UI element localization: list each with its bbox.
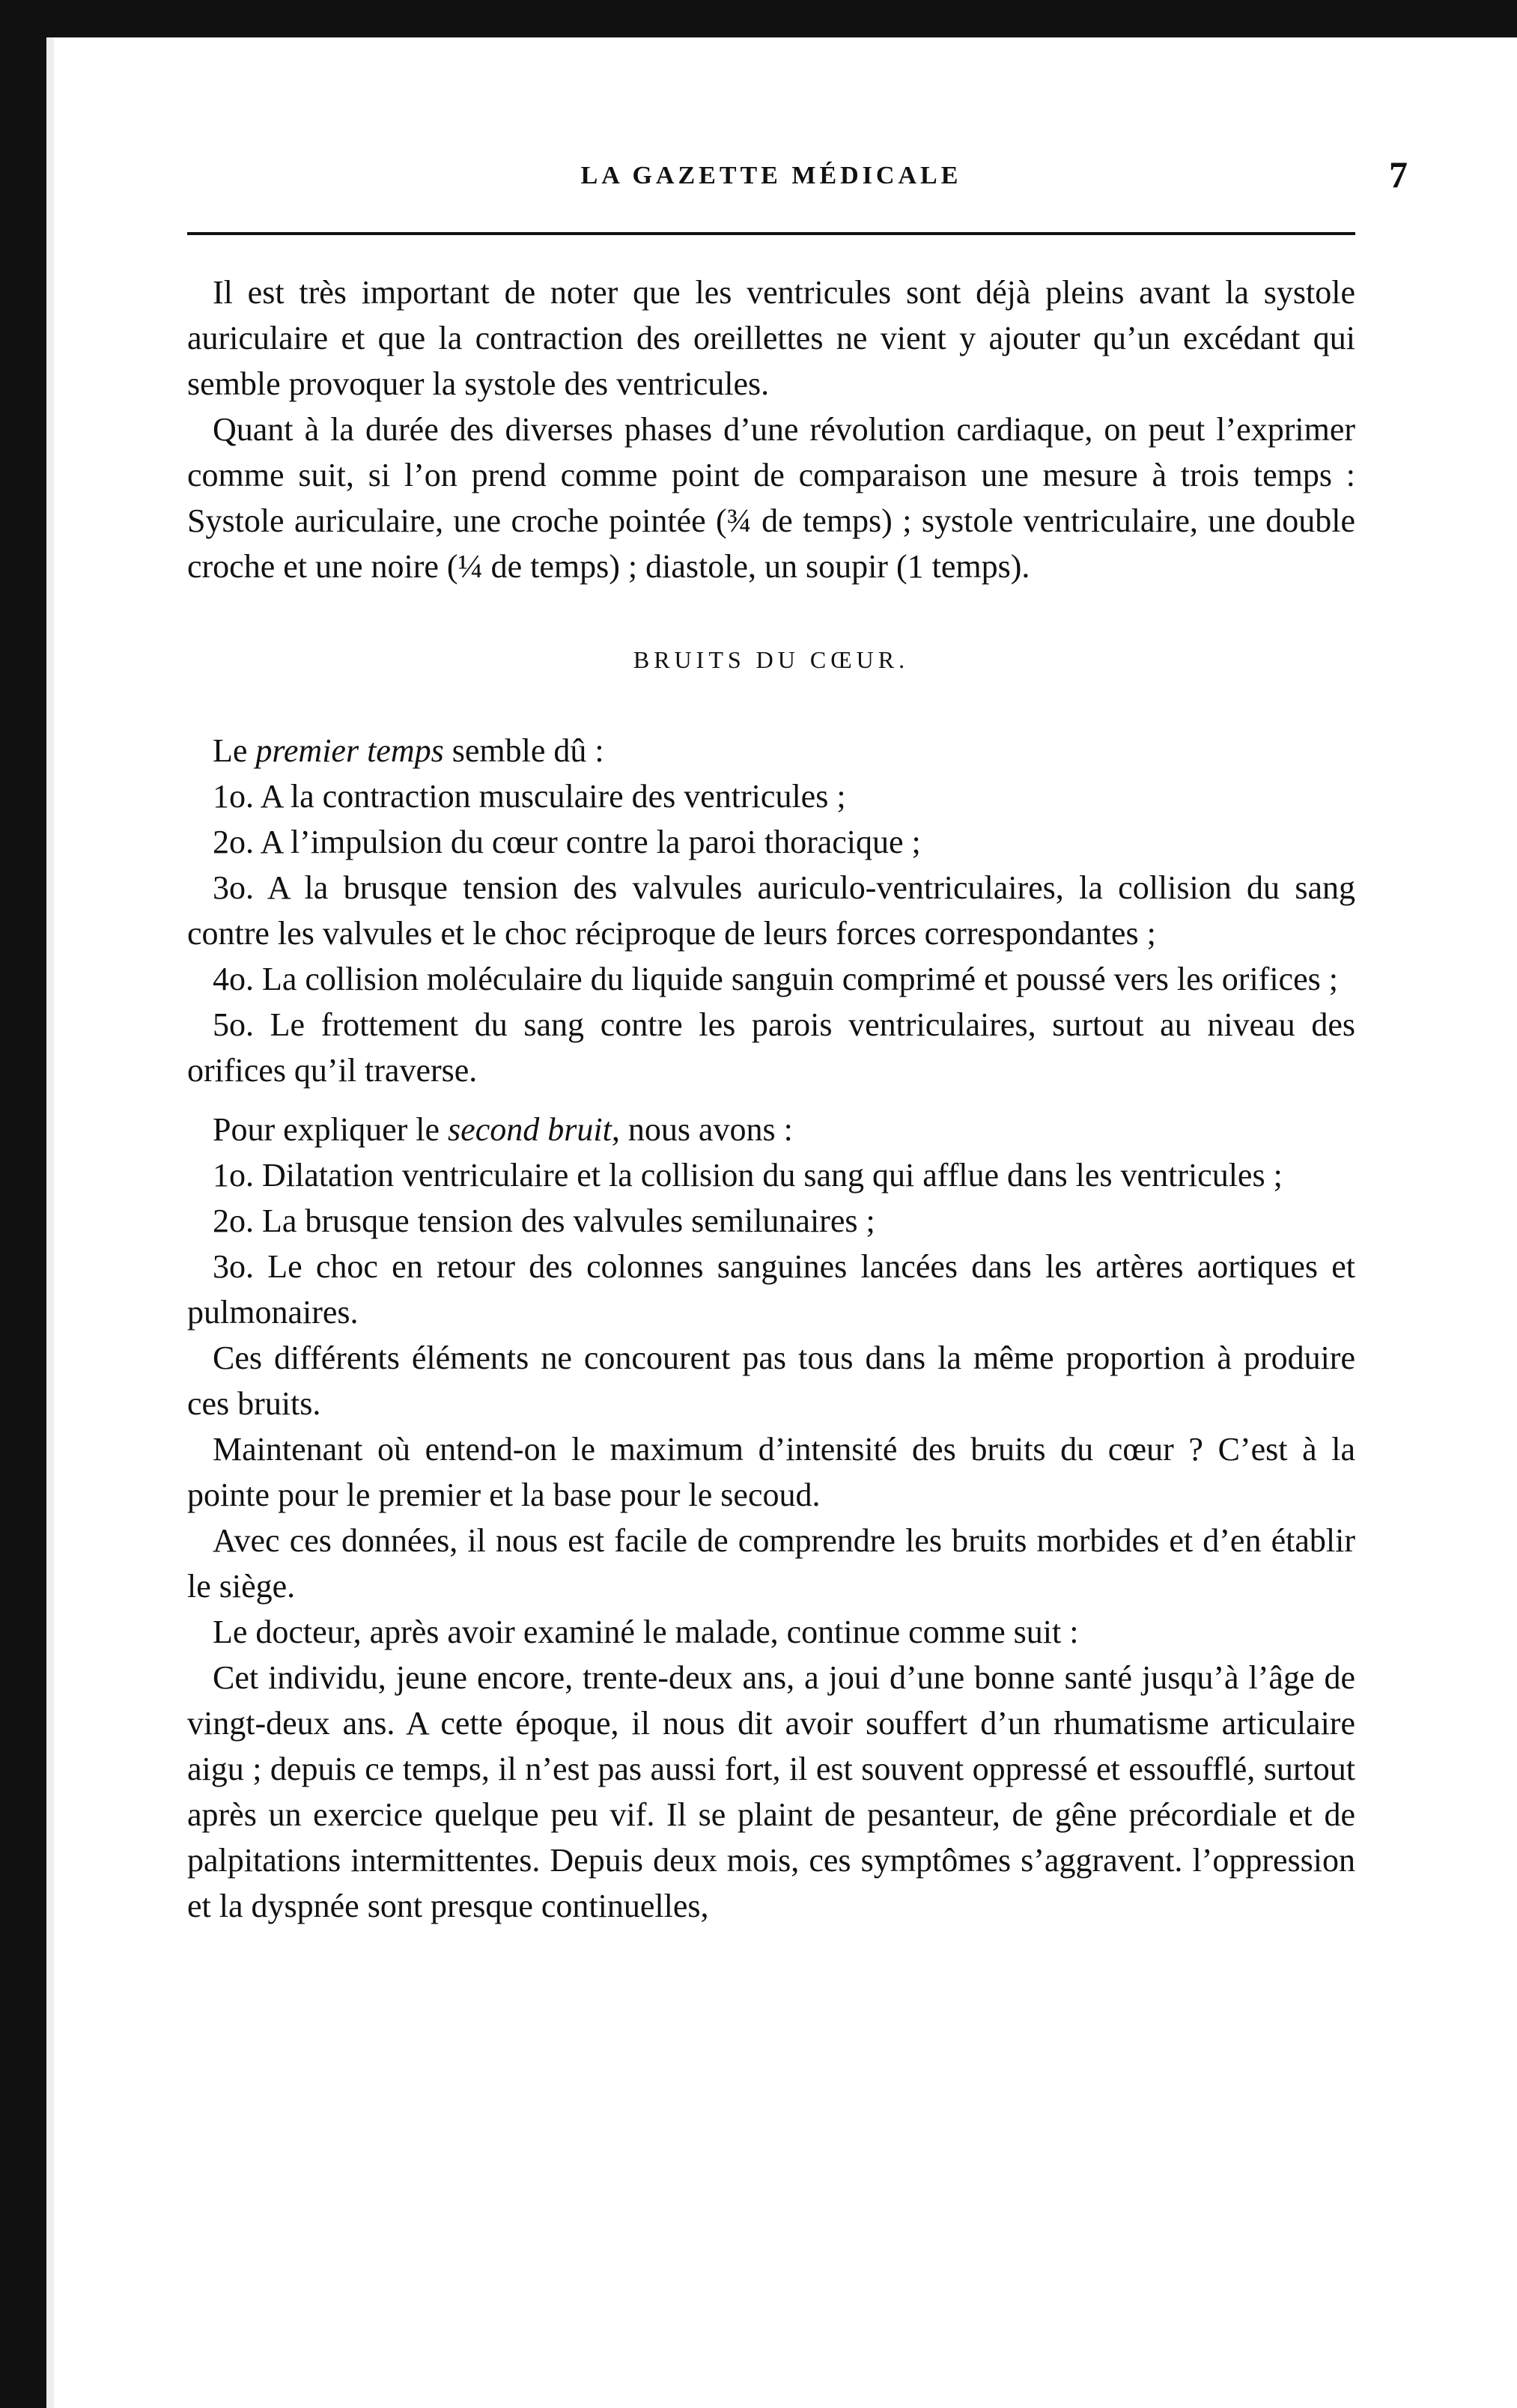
running-head [187, 150, 1408, 202]
intro-emphasis: second bruit [448, 1111, 612, 1148]
header-rule [187, 232, 1355, 235]
paragraph: Le docteur, après avoir examiné le malade, continue comme suit : [213, 1614, 1079, 1650]
paragraph: Ces différents éléments ne concourent pas tous dans la même proportion à produire ces bruits. [187, 1340, 1355, 1422]
intro-text: semble dû : [443, 732, 604, 769]
list-item: 4o. La collision moléculaire du liquide sanguin comprimé et poussé vers les orifices ; [213, 961, 1338, 997]
intro-emphasis: premier temps [255, 732, 444, 769]
intro-text: Le [213, 732, 256, 769]
paragraph: Avec ces données, il nous est facile de comprendre les bruits morbides et d’en établir le siège. [187, 1522, 1355, 1605]
intro-text: , nous avons : [611, 1111, 793, 1148]
first-sound-intro [187, 728, 1355, 773]
scan-left-border [0, 0, 46, 2408]
list-item: 3o. Le choc en retour des colonnes sanguines lancées dans les artères aortiques et pulmonaires. [187, 1248, 1355, 1331]
page-number: 7 [1389, 153, 1408, 195]
paragraph: Cet individu, jeune encore, trente-deux ans, a joui d’une bonne santé jusqu’à l’âge de vingt-deux ans. A cette époque, il nous dit avoir souffert d’un rhumatisme articulaire aigu ; depuis ce temps, il n’est pas aussi fort, il est souvent oppressé et essoufflé, surtout après un exercice quelque peu vif. Il se plaint de pesanteur, de gêne précordiale et de palpitations intermittentes. Depuis deux mois, ces symptômes s’aggravent. l’oppression et la dyspnée sont presque continuelles, [187, 1659, 1355, 1924]
list-item: 2o. La brusque tension des valvules semilunaires ; [213, 1203, 875, 1239]
scan-gutter-shadow [46, 37, 54, 2408]
body-text [187, 270, 1355, 1929]
list-item: 2o. A l’impulsion du cœur contre la paroi thoracique ; [213, 824, 921, 860]
scan-top-border [0, 0, 1517, 37]
list-item: 1o. Dilatation ventriculaire et la collision du sang qui afflue dans les ventricules ; [213, 1157, 1283, 1194]
paragraph: Il est très important de noter que les ventricules sont déjà pleins avant la systole auriculaire et que la contraction des oreillettes ne vient y ajouter qu’un excédant qui semble provoquer la systole des ventricules. [187, 274, 1355, 402]
second-sound-intro [187, 1107, 1355, 1152]
section-heading: BRUITS DU CŒUR. [633, 646, 910, 673]
document-page [187, 150, 1408, 1929]
intro-text: Pour expliquer le [213, 1111, 449, 1148]
list-item: 3o. A la brusque tension des valvules auriculo-ventriculaires, la collision du sang contre les valvules et le choc réciproque de leurs forces correspondantes ; [187, 869, 1355, 952]
list-item: 5o. Le frottement du sang contre les parois ventriculaires, surtout au niveau des orifices qu’il traverse. [187, 1006, 1355, 1089]
list-item: 1o. A la contraction musculaire des ventricules ; [213, 778, 846, 815]
paragraph: Quant à la durée des diverses phases d’une révolution cardiaque, on peut l’exprimer comme suit, si l’on prend comme point de comparaison une mesure à trois temps : Systole auriculaire, une croche pointée (¾ de temps) ; systole ventriculaire, une double croche et une noire (¼ de temps) ; diastole, un soupir (1 temps). [187, 411, 1355, 585]
paragraph: Maintenant où entend-on le maximum d’intensité des bruits du cœur ? C’est à la pointe pour le premier et la base pour le secoud. [187, 1431, 1355, 1513]
running-title: LA GAZETTE MÉDICALE [580, 162, 962, 189]
